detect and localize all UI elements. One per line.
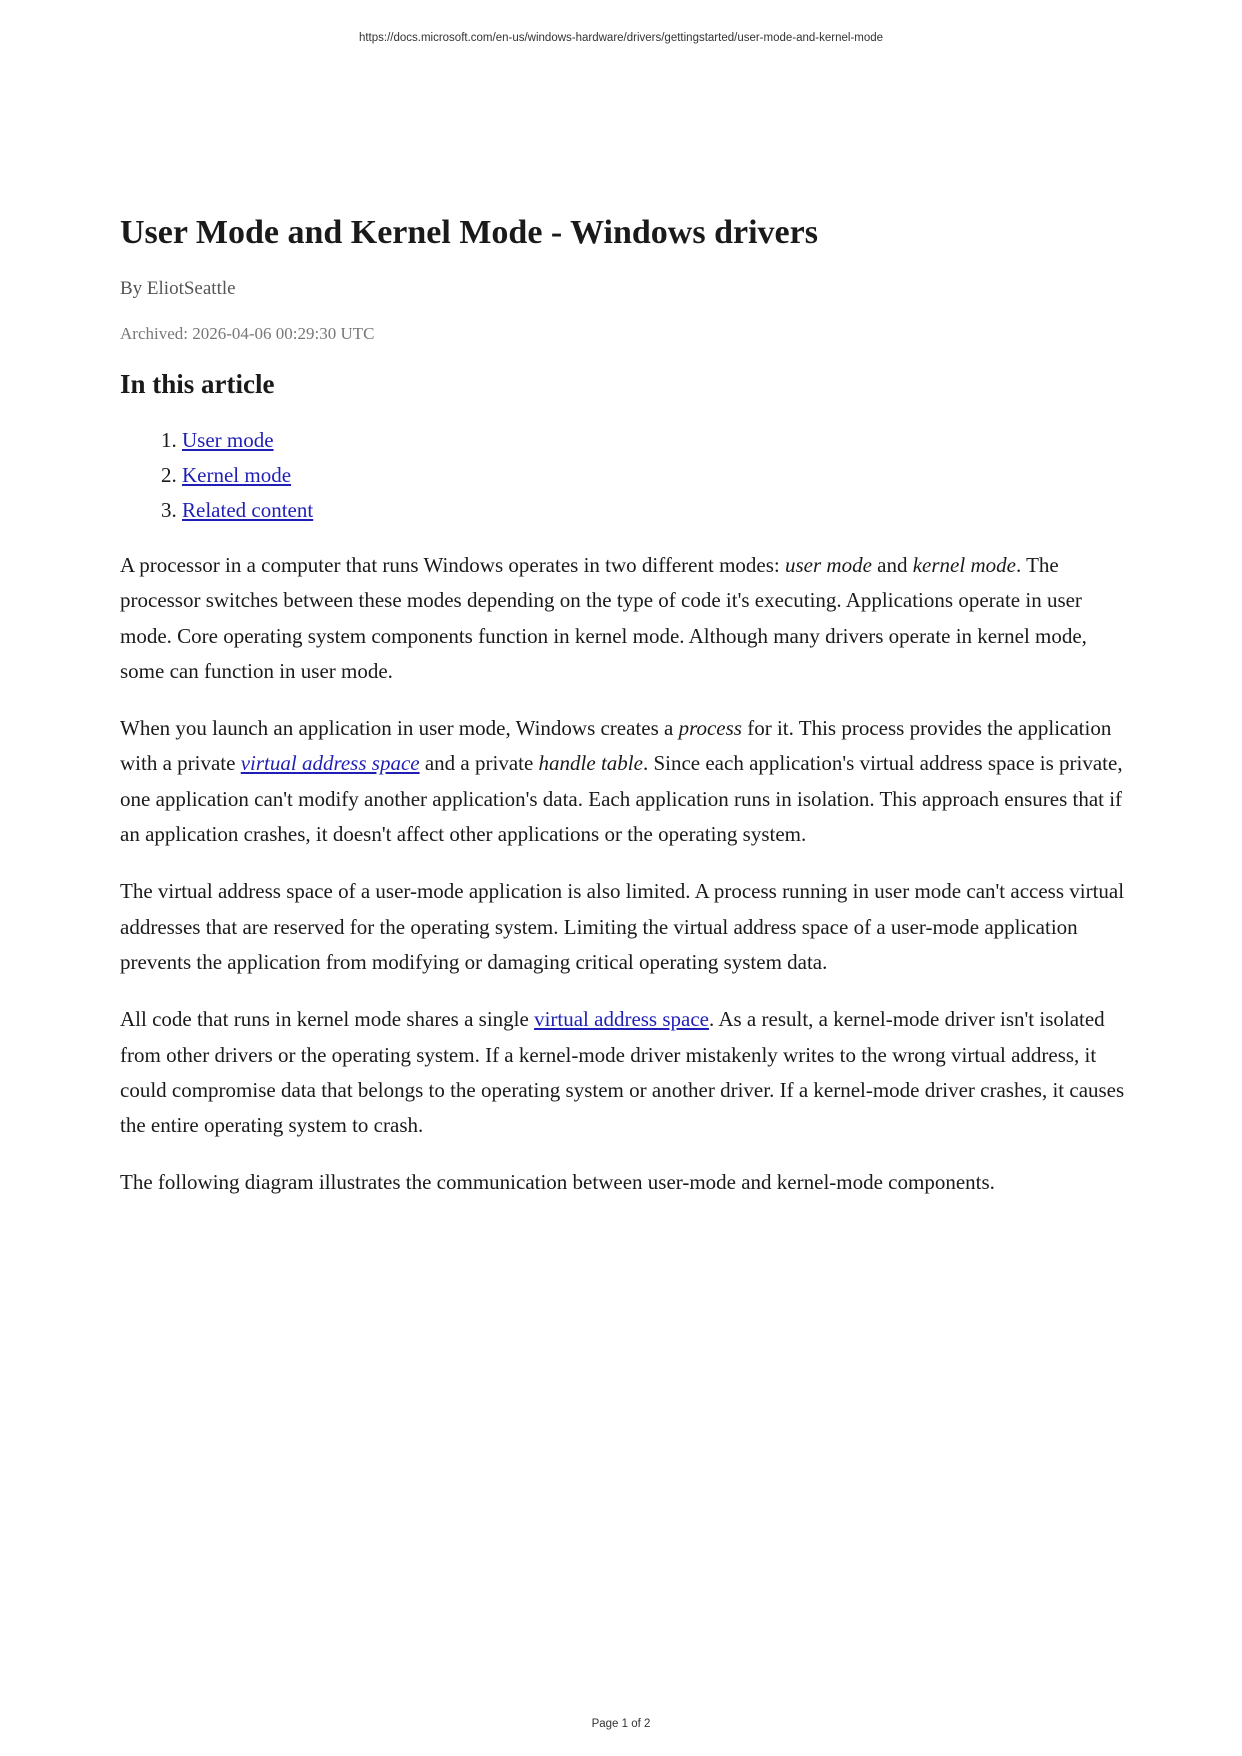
toc-link-kernel-mode[interactable]: Kernel mode xyxy=(182,463,292,487)
page-url-header: https://docs.microsoft.com/en-us/windows-hardware/drivers/gettingstarted/user-mode-and-kernel-mode xyxy=(358,32,884,44)
emphasis-kernel-mode: kernel mode xyxy=(912,553,1016,577)
text-span: for it. This process provides the application with a private xyxy=(120,716,1112,776)
archived-timestamp: Archived: 2026-04-06 00:29:30 UTC xyxy=(120,324,375,343)
paragraph-user-mode-process xyxy=(120,711,1130,852)
emphasis-user-mode: user mode xyxy=(785,553,872,577)
text-span: and a private xyxy=(419,751,539,776)
toc-item xyxy=(182,493,1130,528)
virtual-address-space-link[interactable] xyxy=(241,751,420,775)
text-span: A processor in a computer that runs Windows operates in two different modes: xyxy=(120,553,785,577)
text-span: . As a result, a kernel-mode driver isn't isolated from other drivers or the operating system. If a kernel-mode driver mistakenly writes to the wrong virtual address, it could compromise data that belongs to the operating system or another driver. If a kernel-mode driver crashes, it causes the entire operating system to crash. xyxy=(120,1007,1125,1138)
page-title: User Mode and Kernel Mode - Windows drivers xyxy=(120,214,818,251)
page-number-footer: Page 1 of 2 xyxy=(591,1718,651,1730)
emphasis-handle-table: handle table xyxy=(538,751,643,776)
author-byline: By EliotSeattle xyxy=(120,278,236,299)
toc-item xyxy=(182,458,1130,493)
toc-link-related-content[interactable]: Related content xyxy=(182,498,314,522)
emphasis-link-text: virtual address space xyxy=(240,751,420,776)
text-span: All code that runs in kernel mode shares a single xyxy=(120,1007,535,1032)
toc-heading: In this article xyxy=(120,369,275,399)
emphasis-process: process xyxy=(678,716,742,741)
text-span: . Since each application's virtual address space is private, one application can't modify another application's data. Each application runs in isolation. This approach ensures that if an application crashes, it doesn't affect other applications or the operating system. xyxy=(120,751,1123,847)
paragraph-kernel-mode-shared xyxy=(120,1002,1130,1143)
toc-link-user-mode[interactable]: User mode xyxy=(182,428,274,452)
paragraph-address-space-limits: The virtual address space of a user-mode application is also limited. A process running in user mode can't access virtual addresses that are reserved for the operating system. Limiting the virtual address space of a user-mode application prevents the application from modifying or damaging critical operating system data. xyxy=(120,879,1125,974)
toc-item xyxy=(182,423,1130,458)
toc-list xyxy=(120,423,1130,528)
article-content xyxy=(120,210,1130,1201)
text-span: When you launch an application in user mode, Windows creates a xyxy=(120,716,679,741)
virtual-address-space-link[interactable]: virtual address space xyxy=(534,1007,709,1032)
paragraph-processor-modes xyxy=(120,548,1130,689)
text-span: and xyxy=(871,553,913,577)
paragraph-diagram-intro: The following diagram illustrates the communication between user-mode and kernel-mode components. xyxy=(120,1170,995,1195)
text-span: . The processor switches between these modes depending on the type of code it's executing. Applications operate in user mode. Core operating system components function in kernel mode. Although many drivers operate in kernel mode, some can function in user mode. xyxy=(120,553,1087,683)
